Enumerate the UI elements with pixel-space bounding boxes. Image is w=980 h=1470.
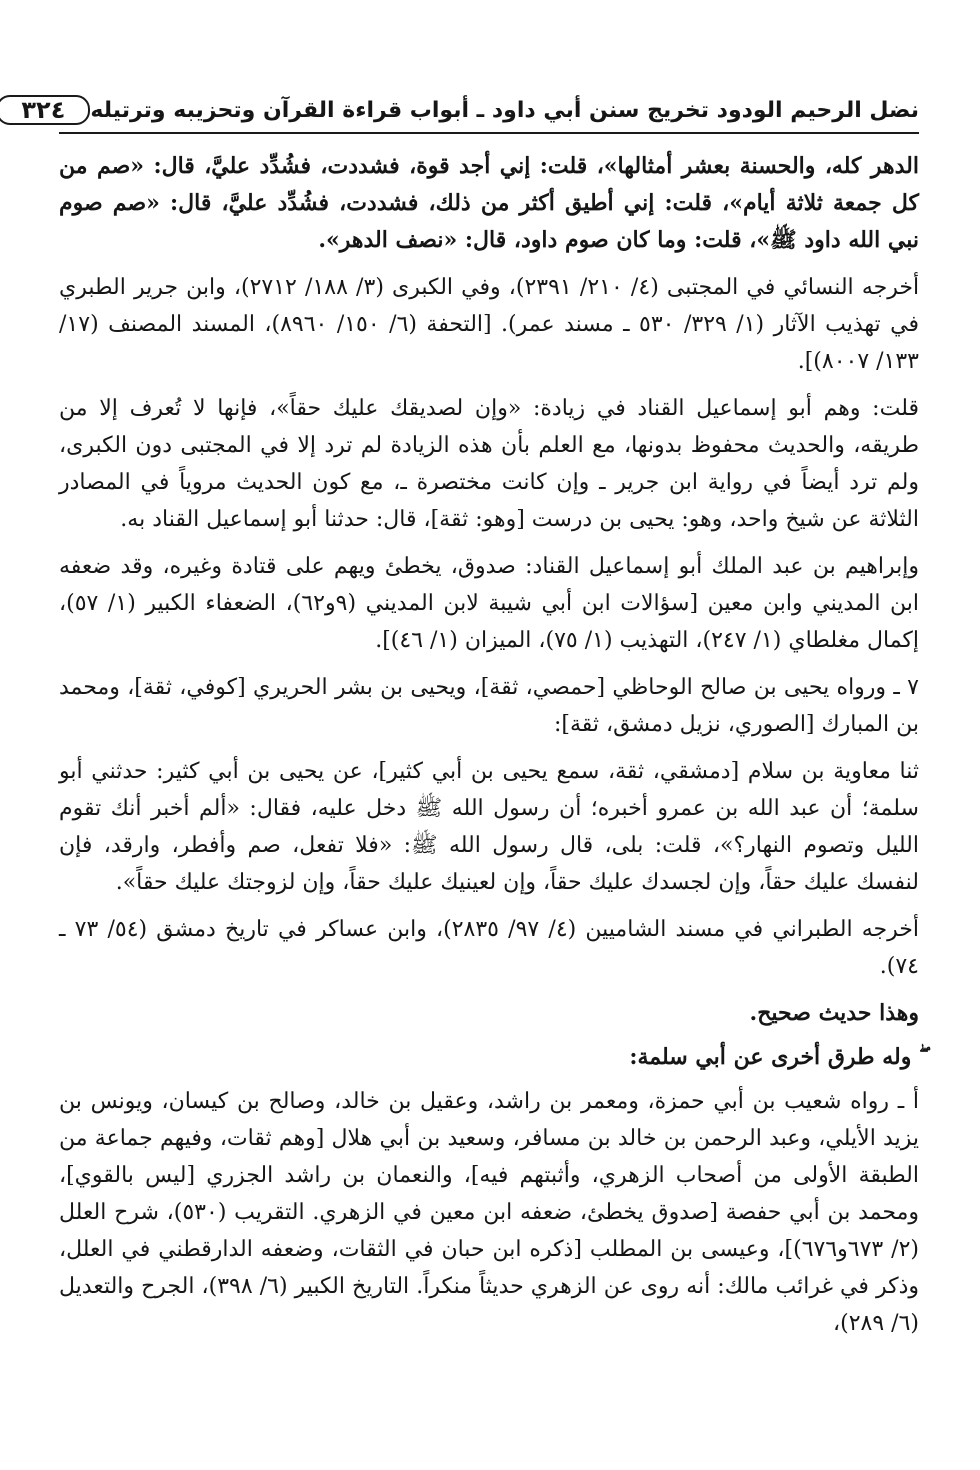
paragraph-narrator-note: وإبراهيم بن عبد الملك أبو إسماعيل القناد: صدوق، يخطئ ويهم على قتادة وغيره، وقد ضعفه ابن المديني وابن معين [سؤالات ابن أبي شيبة لابن المديني (٩و٦٢)، الضعفاء الكبير (١/ ٥٧)، إكمال مغلطاي (١/ ٢٤٧)، التهذيب (١/ ٧٥)، الميزان (١/ ٤٦)]. [60,554,921,653]
page-number: ٣٢٤ [0,95,91,125]
document-page [22,88,921,1352]
paragraph-route-7: ٧ ـ ورواه يحيى بن صالح الوحاظي [حمصي، ثقة]، ويحيى بن بشر الحريري [كوفي، ثقة]، ومحمد بن المبارك [الصوري، نزيل دمشق، ثقة]: [60,675,920,737]
page-number-group [0,95,91,125]
paragraph-other-routes: ۖ وله طرق أخرى عن أبي سلمة: [630,1044,920,1070]
paragraph-takhrij-2: أخرجه الطبراني في مسند الشاميين (٤/ ٩٧/ ٢٨٣٥)، وابن عساكر في تاريخ دمشق (٥٤/ ٧٣ ـ ٧٤). [60,917,920,979]
header-title: نضل الرحيم الودود تخريج سنن أبي داود ـ أبواب قراءة القرآن وتحزيبه وترتيله [91,97,920,123]
paragraph-hadith-text: ثنا معاوية بن سلام [دمشقي، ثقة، سمع يحيى بن أبي كثير]، عن يحيى بن أبي كثير: حدثني أبو سلمة؛ أن عبد الله بن عمرو أخبره؛ أن رسول الله ﷺ دخل عليه، فقال: «ألم أخبر أنك تقوم الليل وتصوم النهار؟»، قلت: بلى، قال رسول الله ﷺ: «فلا تفعل، صم وأفطر، وارقد، فإن لنفسك عليك حقاً، وإن لجسدك عليك حقاً، وإن لعينيك عليك حقاً، وإن لزوجتك عليك حقاً». [60,759,920,895]
paragraph-route-a: أ ـ رواه شعيب بن أبي حمزة، ومعمر بن راشد، وعقيل بن خالد، وصالح بن كيسان، ويونس بن يزيد الأيلي، وعبد الرحمن بن خالد بن مسافر، وسعيد بن أبي هلال [وهم ثقات، وفيهم جماعة من الطبقة الأولى من أصحاب الزهري، وأثبتهم فيه]، والنعمان بن راشد الجزري [ليس بالقوي]، ومحمد بن أبي حفصة [صدوق يخطئ، ضعفه ابن معين في الزهري. التقريب (٥٣٠)، شرح العلل (٢/ ٦٧٣و٦٧٦)]، وعيسى بن المطلب [ذكره ابن حبان في الثقات، وضعفه الدارقطني في العلل، وذكر في غرائب مالك: أنه روى عن الزهري حديثاً منكراً. التاريخ الكبير (٦/ ٣٩٨)، الجرح والتعديل (٦/ ٢٨٩)، [60,1089,921,1336]
paragraph-takhrij-1: أخرجه النسائي في المجتبى (٤/ ٢١٠/ ٢٣٩١)، وفي الكبرى (٣/ ١٨٨/ ٢٧١٢)، وابن جرير الطبري في تهذيب الآثار (١/ ٣٢٩/ ٥٣٠ ـ مسند عمر). [التحفة (٦/ ١٥٠/ ٨٩٦٠)، المسند المصنف (١٧/ ١٣٣/ ٨٠٠٧)]. [60,275,921,374]
paragraph-commentary-1: قلت: وهم أبو إسماعيل القناد في زيادة: «وإن لصديقك عليك حقاً»، فإنها لا تُعرف إلا من طريقه، والحديث محفوظ بدونها، مع العلم بأن هذه الزيادة لم ترد إلا في المجتبى دون الكبرى، ولم ترد أيضاً في رواية ابن جرير ـ وإن كانت مختصرة ـ، مع كون الحديث مروياً في المصادر الثلاثة عن شيخ واحد، وهو: يحيى بن درست [وهو: ثقة]، قال: حدثنا أبو إسماعيل القناد به. [60,396,920,532]
paragraph-sahih: وهذا حديث صحيح. [750,1000,920,1026]
page-header [22,88,920,134]
page-content [60,148,920,1342]
paragraph-hadith-continuation: الدهر كله، والحسنة بعشر أمثالها»، قلت: إني أجد قوة، فشددت، فشُدِّد عليَّ، قال: «صم من كل جمعة ثلاثة أيام»، قلت: إني أطيق أكثر من ذلك، فشددت، فشُدِّد عليَّ، قال: «صم صوم نبي الله داود ﷺ»، قلت: وما كان صوم داود، قال: «نصف الدهر». [60,153,921,253]
